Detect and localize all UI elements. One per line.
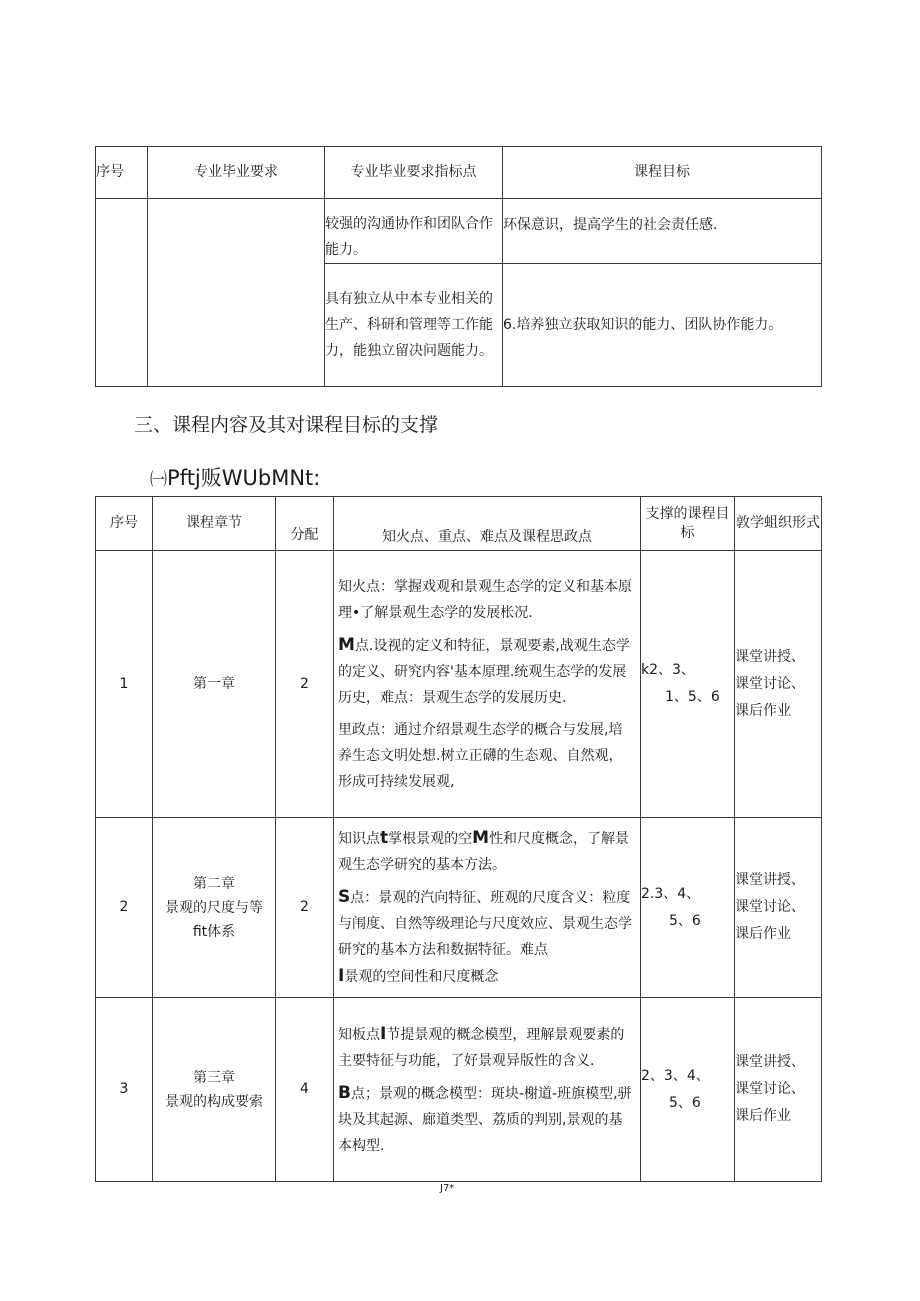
- objective-cell: 环保意识，提高学生的社会责任感.: [503, 199, 822, 264]
- row-objectives: 2、3、4、 5、6: [641, 998, 735, 1182]
- header-requirement: 专业毕业要求: [148, 147, 325, 199]
- row-chapter: 第一章: [153, 551, 276, 818]
- row-content: [334, 998, 641, 1182]
- key-point: B点；景观的概念模型：斑块-榭道-班旗模型,骈块及其起源、廊道类型、荔质的判别,景观的基本构型.: [338, 1082, 632, 1154]
- indicator-cell: 具有独立从中本专业相关的生产、科研和管理等工作能力，能独立留决问题能力。: [325, 264, 503, 387]
- row-objectives: k2、3、 1、5、6: [641, 551, 735, 818]
- row-hours: 2: [276, 551, 334, 818]
- key-point: S点：景观的汽向特征、班观的尺度含义：粒度与闱度、自然等级理论与尺度效应、景观生态学研究的基本方法和数据特征。难点: [338, 887, 632, 958]
- table-header-row: [96, 497, 822, 551]
- ideology-point: 里政点：通过介绍景观生态学的概合与发展,培养生态文明处想.树立正礴的生态观、自然观，形成可持续发展观,: [338, 721, 623, 790]
- section-subtitle: [150, 462, 320, 492]
- header-content: 知火点、重点、难点及课程思政点: [334, 497, 641, 551]
- table-row: [96, 551, 822, 818]
- table-row: [96, 998, 822, 1182]
- header-objectives: 支撑的课程目标: [641, 497, 735, 551]
- knowledge-point: 知识点t掌根景观的空M性和尺度概念，了解景观生态学研究的基本方法。: [338, 828, 630, 873]
- page-number-mark: J7*: [440, 1183, 455, 1194]
- row-chapter: 第二章 景观的尺度与等 fit体系: [153, 818, 276, 998]
- row-content: [334, 551, 641, 818]
- header-index: 序号: [96, 147, 148, 199]
- row-method: 课堂讲授、 课堂讨论、 课后作业: [735, 818, 822, 998]
- header-method: 敦学蛆织形式: [735, 497, 822, 551]
- subtitle-mark: ㈠: [150, 470, 167, 490]
- course-content-table: [95, 496, 822, 1182]
- key-point: M点.设视的定义和特征，景观要素,战观生态学的定义、研究内容'基本原理.统观生态学的发展历史，难点：景观生态学的发展历史.: [338, 634, 630, 706]
- table-row: [96, 199, 822, 264]
- difficult-point: I景观的空间性和尺度概念: [338, 966, 499, 986]
- row-index: 2: [96, 818, 153, 998]
- merged-index-cell: [96, 199, 148, 387]
- header-chapter: 课程章节: [153, 497, 276, 551]
- table-row: [96, 818, 822, 998]
- header-objective: 课程目标: [503, 147, 822, 199]
- row-objectives: 2.3、4、 5、6: [641, 818, 735, 998]
- row-chapter: 第三章 景观的构成要索: [153, 998, 276, 1182]
- section-title: 三、课程内容及其对课程目标的支撑: [134, 414, 439, 436]
- knowledge-point: 知火点：掌握戏观和景观生态学的定义和基本原理•了解景观生态学的发展枨况.: [338, 578, 632, 621]
- row-index: 3: [96, 998, 153, 1182]
- row-hours: 2: [276, 818, 334, 998]
- table-header-row: [96, 147, 822, 199]
- header-hours: 分配: [276, 497, 334, 551]
- knowledge-point: 知板点I节提景观的概念模型，理解景观要素的主要特征与功能，了好景观异版性的含义.: [338, 1023, 625, 1069]
- row-index: 1: [96, 551, 153, 818]
- requirements-table: [95, 146, 822, 387]
- objective-cell: 6.培养独立获取知识的能力、团队协作能力。: [503, 264, 822, 387]
- row-hours: 4: [276, 998, 334, 1182]
- indicator-cell: 较强的沟通协作和团队合作能力。: [325, 199, 503, 264]
- row-method: 课堂讲授、 课堂讨论、 课后作业: [735, 998, 822, 1182]
- header-index: 序号: [96, 497, 153, 551]
- merged-requirement-cell: [148, 199, 325, 387]
- row-content: [334, 818, 641, 998]
- row-method: 课堂讲授、 课堂讨论、 课后作业: [735, 551, 822, 818]
- subtitle-text: Pftj贩WUbMNt:: [167, 466, 321, 490]
- header-indicator: 专业毕业要求指标点: [325, 147, 503, 199]
